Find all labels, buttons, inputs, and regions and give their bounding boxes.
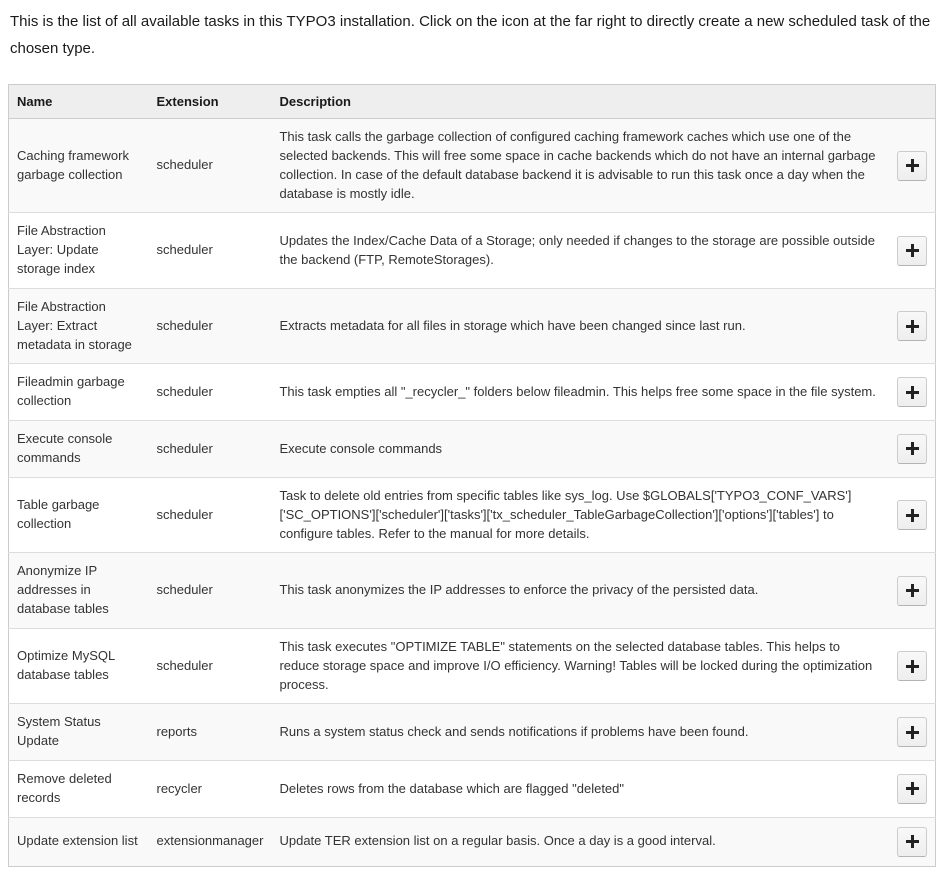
- task-description: Updates the Index/Cache Data of a Storage; only needed if changes to the storage are possible outside the backend (FTP, RemoteStorages).: [271, 213, 887, 289]
- task-extension: extensionmanager: [149, 817, 272, 866]
- task-description: Task to delete old entries from specific tables like sys_log. Use $GLOBALS['TYPO3_CONF_VARS']['SC_OPTIONS']['scheduler']['tasks']['tx_scheduler_TableGarbageCollection']['options']['tables'] to configure tables. Refer to the manual for more details.: [271, 477, 887, 553]
- plus-icon: [906, 584, 919, 597]
- plus-icon: [906, 660, 919, 673]
- task-name: Optimize MySQL database tables: [9, 628, 149, 704]
- task-description: This task executes "OPTIMIZE TABLE" statements on the selected database tables. This helps to reduce storage space and improve I/O efficiency. Warning! Tables will be locked during the optimization process.: [271, 628, 887, 704]
- plus-icon: [906, 159, 919, 172]
- table-row: [9, 704, 936, 761]
- table-row: [9, 628, 936, 704]
- task-name: Fileadmin garbage collection: [9, 364, 149, 421]
- column-header-action: [888, 85, 936, 119]
- task-extension: scheduler: [149, 213, 272, 289]
- add-task-button[interactable]: [897, 774, 927, 804]
- task-description: Execute console commands: [271, 421, 887, 478]
- task-extension: scheduler: [149, 421, 272, 478]
- task-name: Anonymize IP addresses in database tables: [9, 553, 149, 629]
- add-task-button[interactable]: [897, 311, 927, 341]
- table-row: [9, 817, 936, 866]
- table-row: [9, 761, 936, 818]
- task-description: This task calls the garbage collection of configured caching framework caches which use one of the selected backends. This will free some space in cache backends which do not have an internal garbage collection. In case of the default database backend it is advisable to run this task once a day when the database is mostly idle.: [271, 119, 887, 213]
- add-task-button[interactable]: [897, 651, 927, 681]
- plus-icon: [906, 726, 919, 739]
- add-task-button[interactable]: [897, 576, 927, 606]
- task-name: Remove deleted records: [9, 761, 149, 818]
- available-tasks-table: [8, 84, 936, 867]
- plus-icon: [906, 320, 919, 333]
- plus-icon: [906, 386, 919, 399]
- task-extension: reports: [149, 704, 272, 761]
- column-header-name: Name: [9, 85, 149, 119]
- add-task-button[interactable]: [897, 500, 927, 530]
- task-extension: scheduler: [149, 119, 272, 213]
- plus-icon: [906, 442, 919, 455]
- add-task-button[interactable]: [897, 434, 927, 464]
- task-description: Extracts metadata for all files in storage which have been changed since last run.: [271, 288, 887, 364]
- task-name: File Abstraction Layer: Extract metadata in storage: [9, 288, 149, 364]
- table-row: [9, 119, 936, 213]
- task-extension: recycler: [149, 761, 272, 818]
- table-body: [9, 119, 936, 867]
- add-task-button[interactable]: [897, 377, 927, 407]
- task-extension: scheduler: [149, 553, 272, 629]
- task-description: This task anonymizes the IP addresses to enforce the privacy of the persisted data.: [271, 553, 887, 629]
- column-header-extension: Extension: [149, 85, 272, 119]
- add-task-button[interactable]: [897, 236, 927, 266]
- table-row: [9, 421, 936, 478]
- task-description: Deletes rows from the database which are flagged "deleted": [271, 761, 887, 818]
- task-name: Execute console commands: [9, 421, 149, 478]
- task-name: Update extension list: [9, 817, 149, 866]
- task-name: Table garbage collection: [9, 477, 149, 553]
- add-task-button[interactable]: [897, 151, 927, 181]
- intro-text: This is the list of all available tasks in this TYPO3 installation. Click on the icon at the far right to directly create a new scheduled task of the chosen type.: [10, 13, 931, 57]
- task-extension: scheduler: [149, 477, 272, 553]
- table-header-row: [9, 85, 936, 119]
- task-name: File Abstraction Layer: Update storage index: [9, 213, 149, 289]
- add-task-button[interactable]: [897, 717, 927, 747]
- task-extension: scheduler: [149, 628, 272, 704]
- table-row: [9, 213, 936, 289]
- task-extension: scheduler: [149, 364, 272, 421]
- column-header-description: Description: [271, 85, 887, 119]
- table-header: [9, 85, 936, 119]
- plus-icon: [906, 244, 919, 257]
- table-row: [9, 288, 936, 364]
- task-description: Update TER extension list on a regular basis. Once a day is a good interval.: [271, 817, 887, 866]
- plus-icon: [906, 509, 919, 522]
- add-task-button[interactable]: [897, 827, 927, 857]
- task-description: This task empties all "_recycler_" folders below fileadmin. This helps free some space in the file system.: [271, 364, 887, 421]
- table-row: [9, 364, 936, 421]
- task-extension: scheduler: [149, 288, 272, 364]
- task-description: Runs a system status check and sends notifications if problems have been found.: [271, 704, 887, 761]
- task-name: Caching framework garbage collection: [9, 119, 149, 213]
- table-row: [9, 553, 936, 629]
- task-name: System Status Update: [9, 704, 149, 761]
- plus-icon: [906, 835, 919, 848]
- plus-icon: [906, 782, 919, 795]
- table-row: [9, 477, 936, 553]
